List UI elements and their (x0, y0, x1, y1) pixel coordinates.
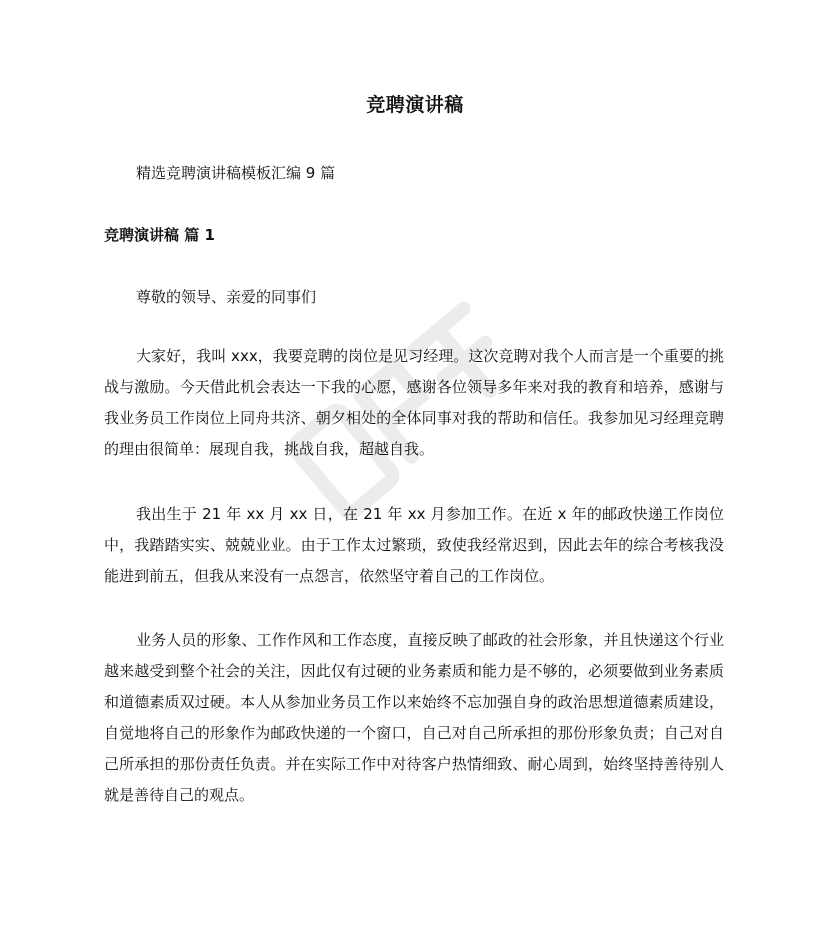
body-paragraph-3: 业务人员的形象、工作作风和工作态度，直接反映了邮政的社会形象，并且快递这个行业越来越受到整个社会的关注，因此仅有过硬的业务素质和能力是不够的，必须要做到业务素质和道德素质双过硬。本人从参加业务员工作以来始终不忘加强自身的政治思想道德素质建设，自觉地将自己的形象作为邮政快递的一个窗口，自己对自己所承担的那份形象负责；自己对自己所承担的那份责任负责。并在实际工作中对待客户热情细致、耐心周到，始终坚持善待别人就是善待自己的观点。 (104, 631, 724, 804)
document-subtitle: 精选竞聘演讲稿模板汇编 9 篇 (136, 164, 336, 182)
section-heading: 竞聘演讲稿 篇 1 (104, 226, 215, 244)
document-title: 竞聘演讲稿 (366, 94, 464, 116)
body-paragraph-1: 大家好，我叫 xxx，我要竞聘的岗位是见习经理。这次竞聘对我个人而言是一个重要的挑战与激励。今天借此机会表达一下我的心愿，感谢各位领导多年来对我的教育和培养，感谢与我业务员工作岗位上同舟共济、朝夕相处的全体同事对我的帮助和信任。我参加见习经理竞聘的理由很简单：展现自我，挑战自我，超越自我。 (104, 347, 724, 458)
salutation-line: 尊敬的领导、亲爱的同事们 (136, 288, 317, 306)
body-paragraph-2: 我出生于 21 年 xx 月 xx 日，在 21 年 xx 月参加工作。在近 x 年的邮政快递工作岗位中，我踏踏实实、兢兢业业。由于工作太过繁琐，致使我经常迟到，因此去年的综合考核我没能进到前五，但我从来没有一点怨言，依然坚守着自己的工作岗位。 (104, 505, 724, 585)
